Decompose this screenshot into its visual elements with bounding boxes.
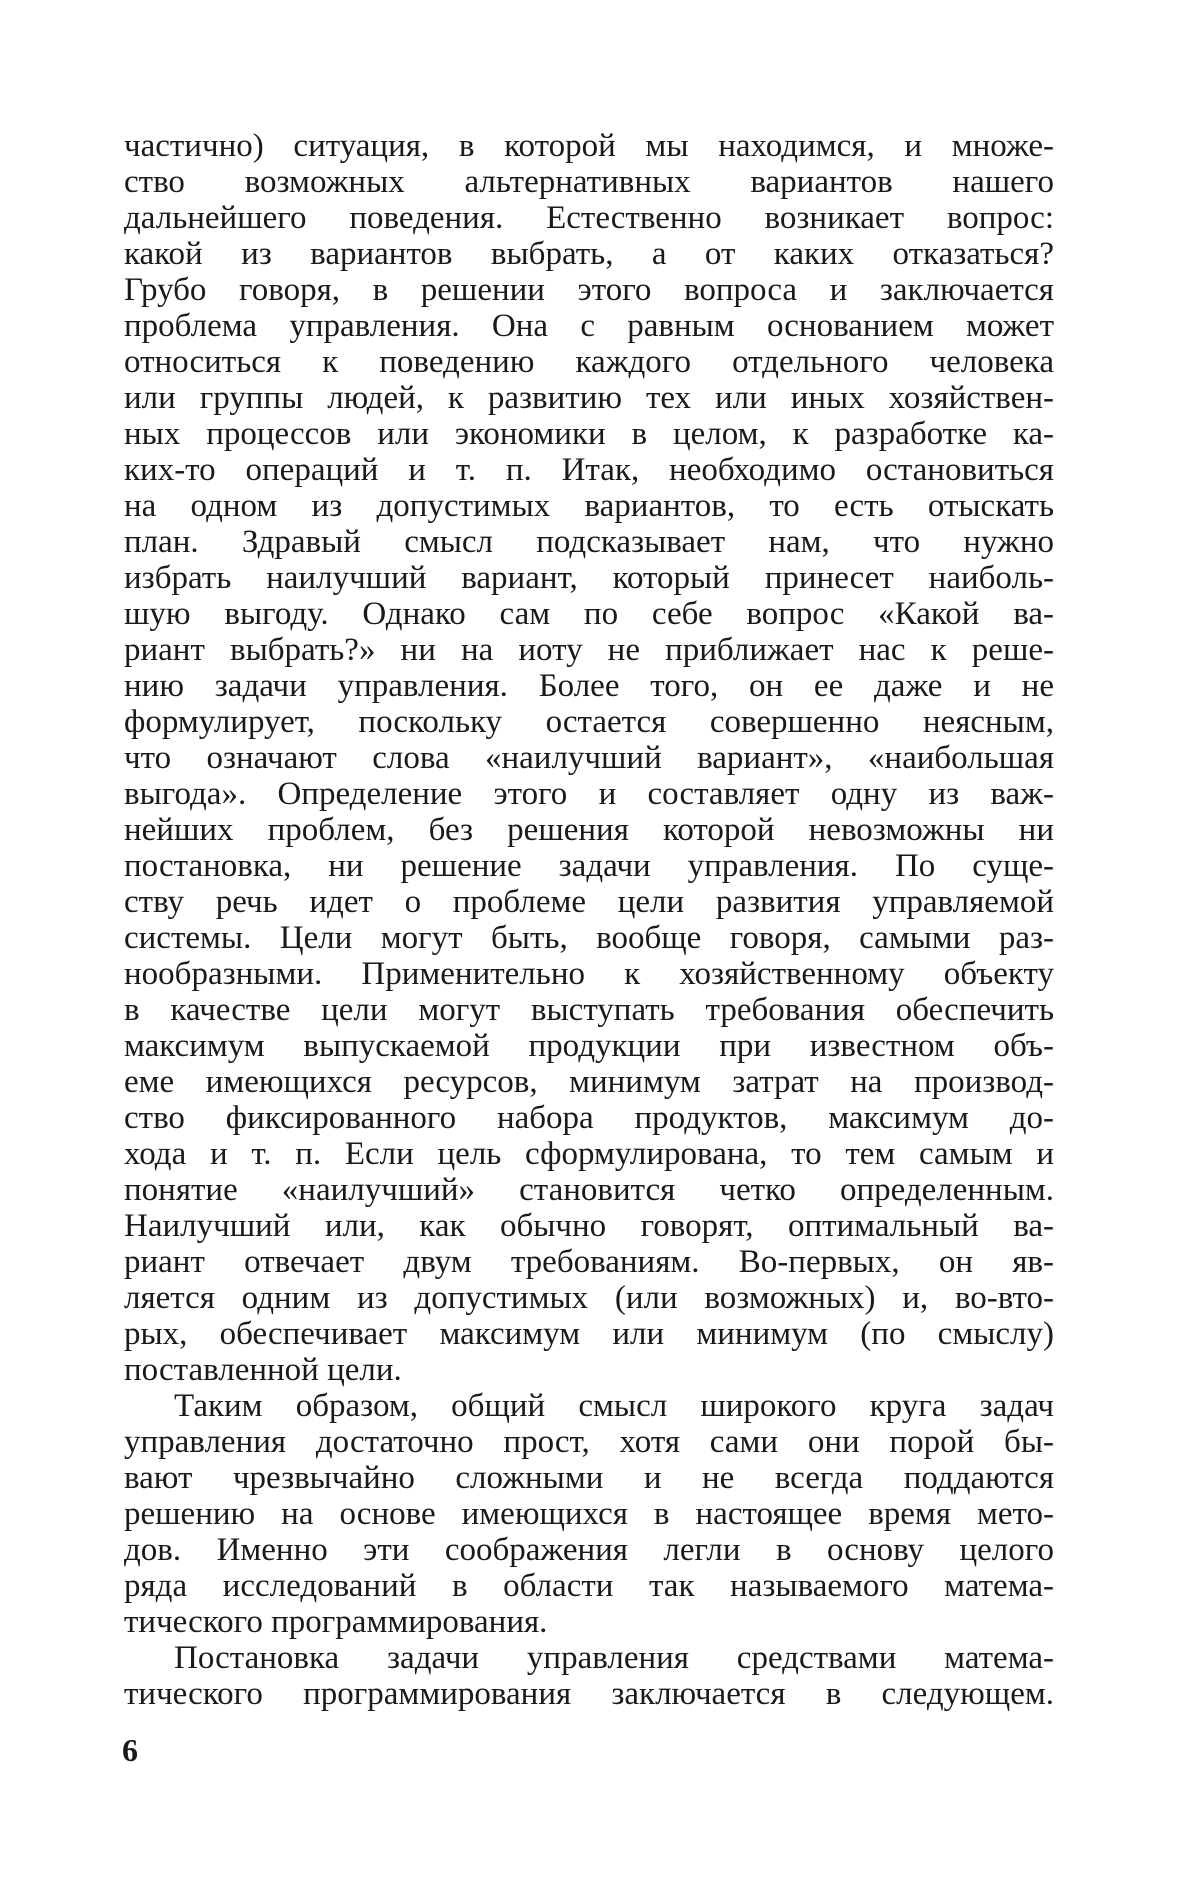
text-line: управления достаточно прост, хотя сами они порой бы- <box>124 1424 1054 1460</box>
text-line: ряда исследований в области так называемого матема- <box>124 1568 1054 1604</box>
body-text <box>124 128 1054 1712</box>
text-line: ких-то операций и т. п. Итак, необходимо остановиться <box>124 452 1054 488</box>
text-line: поставленной цели. <box>124 1352 402 1388</box>
text-line: нию задачи управления. Более того, он ее даже и не <box>124 668 1054 704</box>
text-line: риант отвечает двум требованиям. Во-первых, он яв- <box>124 1244 1054 1280</box>
text-line: план. Здравый смысл подсказывает нам, что нужно <box>124 524 1054 560</box>
text-line: дальнейшего поведения. Естественно возникает вопрос: <box>124 200 1054 236</box>
page-number: 6 <box>122 1732 138 1768</box>
text-line: нейших проблем, без решения которой невозможны ни <box>124 812 1054 848</box>
text-line: понятие «наилучший» становится четко определенным. <box>124 1172 1054 1208</box>
text-line: Постановка задачи управления средствами матема- <box>174 1640 1054 1676</box>
text-line: что означают слова «наилучший вариант», «наибольшая <box>124 740 1054 776</box>
text-line: нообразными. Применительно к хозяйственному объекту <box>124 956 1054 992</box>
text-line: частично) ситуация, в которой мы находимся, и множе- <box>124 128 1054 164</box>
text-line: рых, обеспечивает максимум или минимум (по смыслу) <box>124 1316 1054 1352</box>
text-line: еме имеющихся ресурсов, минимум затрат на производ- <box>124 1064 1054 1100</box>
text-line: избрать наилучший вариант, который принесет наиболь- <box>124 560 1054 596</box>
text-line: тического программирования заключается в следующем. <box>124 1676 1054 1712</box>
text-line: вают чрезвычайно сложными и не всегда поддаются <box>124 1460 1054 1496</box>
text-line: ство фиксированного набора продуктов, максимум до- <box>124 1100 1054 1136</box>
text-line: какой из вариантов выбрать, а от каких отказаться? <box>124 236 1054 272</box>
text-line: ство возможных альтернативных вариантов нашего <box>124 164 1054 200</box>
text-line: решению на основе имеющихся в настоящее время мето- <box>124 1496 1054 1532</box>
text-line: ных процессов или экономики в целом, к разработке ка- <box>124 416 1054 452</box>
text-line: выгода». Определение этого и составляет одну из важ- <box>124 776 1054 812</box>
text-line: шую выгоду. Однако сам по себе вопрос «Какой ва- <box>124 596 1054 632</box>
text-line: хода и т. п. Если цель сформулирована, то тем самым и <box>124 1136 1054 1172</box>
text-line: тического программирования. <box>124 1604 548 1640</box>
text-line: в качестве цели могут выступать требования обеспечить <box>124 992 1054 1028</box>
text-line: максимум выпускаемой продукции при известном объ- <box>124 1028 1054 1064</box>
text-line: постановка, ни решение задачи управления. По суще- <box>124 848 1054 884</box>
text-line: ляется одним из допустимых (или возможных) и, во-вто- <box>124 1280 1054 1316</box>
text-line: или группы людей, к развитию тех или иных хозяйствен- <box>124 380 1054 416</box>
text-line: Таким образом, общий смысл широкого круга задач <box>174 1388 1054 1424</box>
text-line: системы. Цели могут быть, вообще говоря, самыми раз- <box>124 920 1054 956</box>
paragraph <box>124 1388 1054 1640</box>
text-line: на одном из допустимых вариантов, то есть отыскать <box>124 488 1054 524</box>
text-line: Грубо говоря, в решении этого вопроса и заключается <box>124 272 1054 308</box>
text-line: Наилучший или, как обычно говорят, оптимальный ва- <box>124 1208 1054 1244</box>
paragraph <box>124 128 1054 1388</box>
text-line: проблема управления. Она с равным основанием может <box>124 308 1054 344</box>
paragraph <box>124 1640 1054 1712</box>
text-line: ству речь идет о проблеме цели развития управляемой <box>124 884 1054 920</box>
text-line: дов. Именно эти соображения легли в основу целого <box>124 1532 1054 1568</box>
text-line: формулирует, поскольку остается совершенно неясным, <box>124 704 1054 740</box>
text-line: относиться к поведению каждого отдельного человека <box>124 344 1054 380</box>
text-line: риант выбрать?» ни на иоту не приближает нас к реше- <box>124 632 1054 668</box>
